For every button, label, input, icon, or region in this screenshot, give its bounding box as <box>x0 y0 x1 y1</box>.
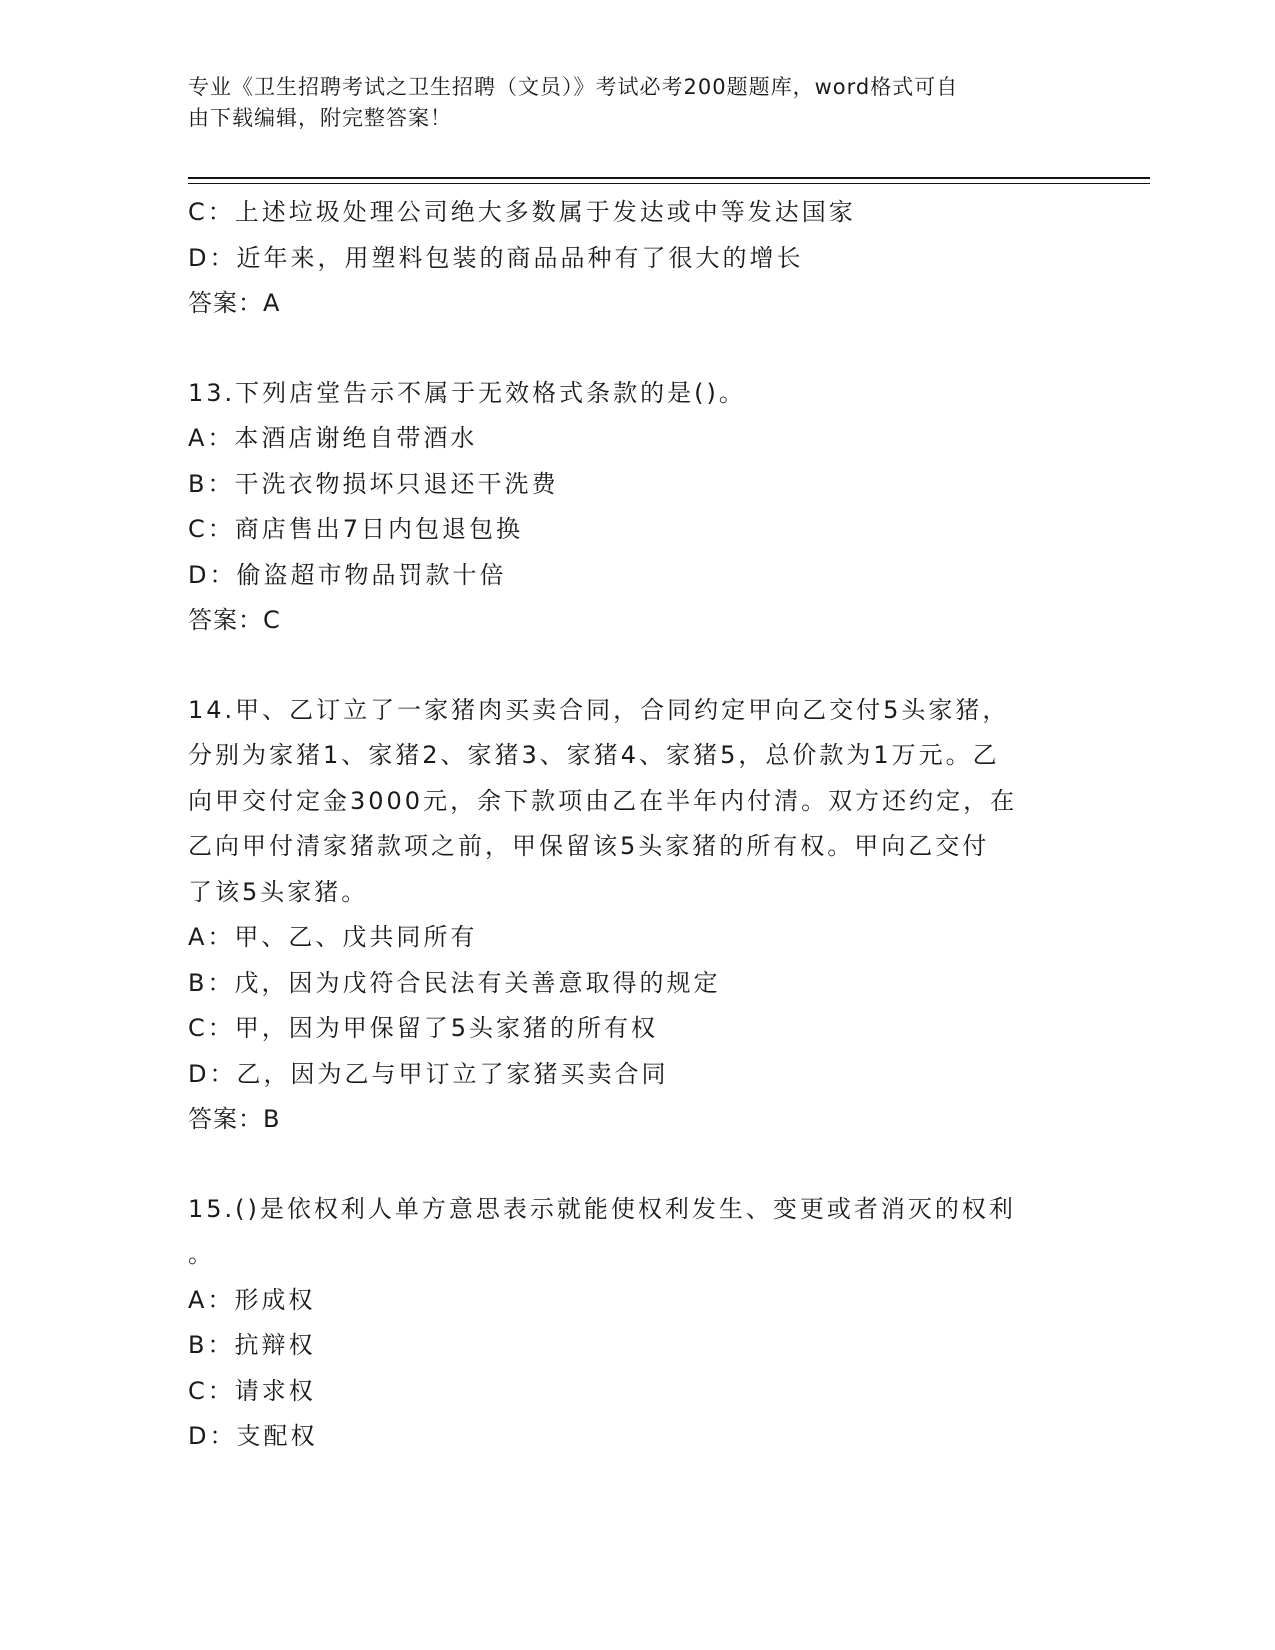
option-d: D：近年来，用塑料包装的商品品种有了很大的增长 <box>188 243 804 272</box>
question-stem: 13.下列店堂告示不属于无效格式条款的是()。 <box>188 378 746 407</box>
document-header <box>188 72 1068 134</box>
option-c: C：上述垃圾处理公司绝大多数属于发达或中等发达国家 <box>188 198 856 226</box>
header-divider-thick <box>188 177 1150 179</box>
question-stem-line: 分别为家猪1、家猪2、家猪3、家猪4、家猪5，总价款为1万元。乙 <box>188 741 1000 769</box>
question-15 <box>188 1187 1088 1460</box>
option-b: B：干洗衣物损坏只退还干洗费 <box>188 469 559 498</box>
option-c: C：甲，因为甲保留了5头家猪的所有权 <box>188 1014 659 1042</box>
option-d: D：乙，因为乙与甲订立了家猪买卖合同 <box>188 1059 669 1088</box>
option-d: D：偷盗超市物品罚款十倍 <box>188 560 507 589</box>
header-line-1: 专业《卫生招聘考试之卫生招聘（文员）》考试必考200题题库，word格式可自 <box>188 75 959 99</box>
option-a: A：甲、乙、戊共同所有 <box>188 923 478 951</box>
option-a: A：形成权 <box>188 1285 316 1314</box>
option-c: C：商店售出7日内包退包换 <box>188 515 524 543</box>
answer-line: 答案：B <box>188 1105 281 1133</box>
question-stem-line: 。 <box>188 1240 215 1268</box>
question-13 <box>188 371 1088 644</box>
question-14 <box>188 688 1088 1143</box>
header-line-2: 由下载编辑，附完整答案！ <box>188 106 452 130</box>
answer-line: 答案：C <box>188 606 281 634</box>
answer-line: 答案：A <box>188 289 281 317</box>
option-b: B：抗辩权 <box>188 1331 316 1359</box>
option-b: B：戊，因为戊符合民法有关善意取得的规定 <box>188 968 721 997</box>
question-12-tail <box>188 190 1088 327</box>
question-stem-line: 15.()是依权利人单方意思表示就能使权利发生、变更或者消灭的权利 <box>188 1194 1016 1223</box>
document-body <box>188 190 1088 1460</box>
question-stem-line: 向甲交付定金3000元，余下款项由乙在半年内付清。双方还约定，在 <box>188 786 1018 815</box>
question-stem-line: 了该5头家猪。 <box>188 877 369 906</box>
question-stem-line: 14.甲、乙订立了一家猪肉买卖合同，合同约定甲向乙交付5头家猪， <box>188 695 1010 724</box>
question-stem-line: 乙向甲付清家猪款项之前，甲保留该5头家猪的所有权。甲向乙交付 <box>188 832 990 860</box>
header-divider-thin <box>188 183 1150 184</box>
option-a: A：本酒店谢绝自带酒水 <box>188 424 478 452</box>
option-c: C：请求权 <box>188 1376 316 1405</box>
option-d: D：支配权 <box>188 1422 318 1450</box>
